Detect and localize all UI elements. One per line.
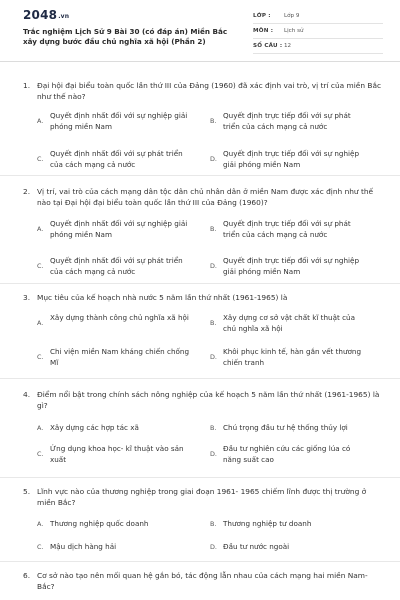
option-text: Quyết định nhất đối với sự phát triển của cách mạng cả nước (50, 256, 183, 276)
question-divider (0, 175, 400, 176)
option-letter: D. (210, 543, 217, 551)
option-text: Khôi phục kinh tế, hàn gắn vết thương chiến tranh (223, 347, 362, 367)
question-divider (0, 477, 400, 478)
question-text: Mục tiêu của kế hoạch nhà nước 5 năm lần thứ nhất (1961-1965) là (37, 293, 288, 302)
meta-row-subject (253, 24, 383, 39)
option-text: Xây dựng thành công chủ nghĩa xã hội (50, 313, 189, 322)
question-number: 6. (23, 571, 31, 580)
question-number: 2. (23, 187, 31, 196)
question-text: Lĩnh vực nào của thương nghiệp trong giai đoạn 1961- 1965 chiếm lĩnh được thị trường ở miền Bắc? (37, 487, 367, 507)
option-text: Quyết định nhất đối với sự nghiệp giải phóng miền Nam (50, 111, 188, 131)
meta-value: Lớp 9 (284, 13, 300, 19)
page-header (0, 0, 400, 62)
option-text: Thương nghiệp quốc doanh (50, 519, 149, 528)
option-letter: C. (37, 543, 44, 551)
meta-label: LỚP : (253, 13, 271, 19)
option-text: Chi viện miền Nam kháng chiến chống Mĩ (50, 347, 190, 367)
document-title: Trắc nghiệm Lịch Sử 9 Bài 30 (có đáp án) Miền Bắc xây dựng bước đầu chủ nghĩa xã hội (Phần 2) (23, 27, 228, 46)
option-letter: B. (210, 520, 217, 528)
option-text: Quyết định trực tiếp đối với sự nghiệp giải phóng miền Nam (223, 149, 360, 169)
question-divider (0, 283, 400, 284)
option-text: Quyết định nhất đối với sự phát triển của cách mạng cả nước (50, 149, 183, 169)
question-text: Vị trí, vai trò của cách mạng dân tộc dân chủ nhân dân ở miền Nam được xác định như thế nào tại Đại hội đại biểu toàn quốc lần thứ III của Đảng (1960)? (37, 187, 374, 207)
option-letter: B. (210, 117, 217, 125)
question-divider (0, 378, 400, 379)
option-letter: D. (210, 155, 217, 163)
question-text: Điểm nổi bật trong chính sách nông nghiệp của kế hoạch 5 năm lần thứ nhất (1961-1965) là gì? (37, 390, 380, 410)
option-letter: C. (37, 353, 44, 361)
meta-info-panel (253, 9, 383, 54)
option-letter: D. (210, 262, 217, 270)
question-number: 3. (23, 293, 31, 302)
option-letter: A. (37, 424, 44, 432)
option-text: Xây dựng các hợp tác xã (50, 423, 139, 432)
option-text: Đầu tư nghiên cứu các giống lúa có năng suất cao (223, 444, 351, 464)
option-text: Chú trọng đầu tư hệ thống thủy lợi (223, 423, 348, 432)
option-letter: D. (210, 353, 217, 361)
option-text: Quyết định trực tiếp đối với sự phát triển của cách mạng cả nước (223, 111, 351, 131)
option-letter: B. (210, 225, 217, 233)
option-letter: D. (210, 450, 217, 458)
site-logo[interactable] (23, 8, 69, 22)
option-letter: B. (210, 319, 217, 327)
option-text: Xây dựng cơ sở vật chất kĩ thuật của chủ nghĩa xã hội (223, 313, 356, 333)
option-letter: A. (37, 520, 44, 528)
option-letter: C. (37, 262, 44, 270)
option-text: Quyết định trực tiếp đối với sự nghiệp giải phóng miền Nam (223, 256, 360, 276)
meta-value: Lịch sử (284, 28, 304, 34)
option-text: Thương nghiệp tư doanh (223, 519, 312, 528)
question-number: 5. (23, 487, 31, 496)
question-text: Đại hội đại biểu toàn quốc lần thứ III của Đảng (1960) đã xác định vai trò, vị trí của miền Bắc như thế nào? (37, 81, 382, 101)
option-letter: A. (37, 225, 44, 233)
option-letter: C. (37, 450, 44, 458)
option-letter: A. (37, 117, 44, 125)
meta-row-class (253, 9, 383, 24)
option-text: Mậu dịch hàng hải (50, 542, 117, 551)
question-number: 1. (23, 81, 31, 90)
option-text: Quyết định trực tiếp đối với sự phát triển của cách mạng cả nước (223, 219, 351, 239)
meta-label: SỐ CÂU : (253, 43, 283, 49)
meta-label: MÔN : (253, 28, 274, 34)
option-text: Đầu tư nước ngoài (223, 542, 290, 551)
question-text: Cơ sở nào tạo nên mối quan hệ gắn bó, tác động lẫn nhau của cách mạng hai miền Nam- Bắc? (37, 571, 368, 591)
question-divider (0, 561, 400, 562)
meta-value: 12 (284, 43, 292, 49)
option-letter: C. (37, 155, 44, 163)
logo-suffix: .vn (58, 13, 70, 20)
option-text: Ứng dụng khoa học- kĩ thuật vào sản xuất (50, 444, 184, 464)
option-letter: A. (37, 319, 44, 327)
meta-row-count (253, 39, 383, 54)
question-number: 4. (23, 390, 31, 399)
logo-text: 2048 (23, 8, 58, 22)
option-letter: B. (210, 424, 217, 432)
option-text: Quyết định nhất đối với sự nghiệp giải phóng miền Nam (50, 219, 188, 239)
